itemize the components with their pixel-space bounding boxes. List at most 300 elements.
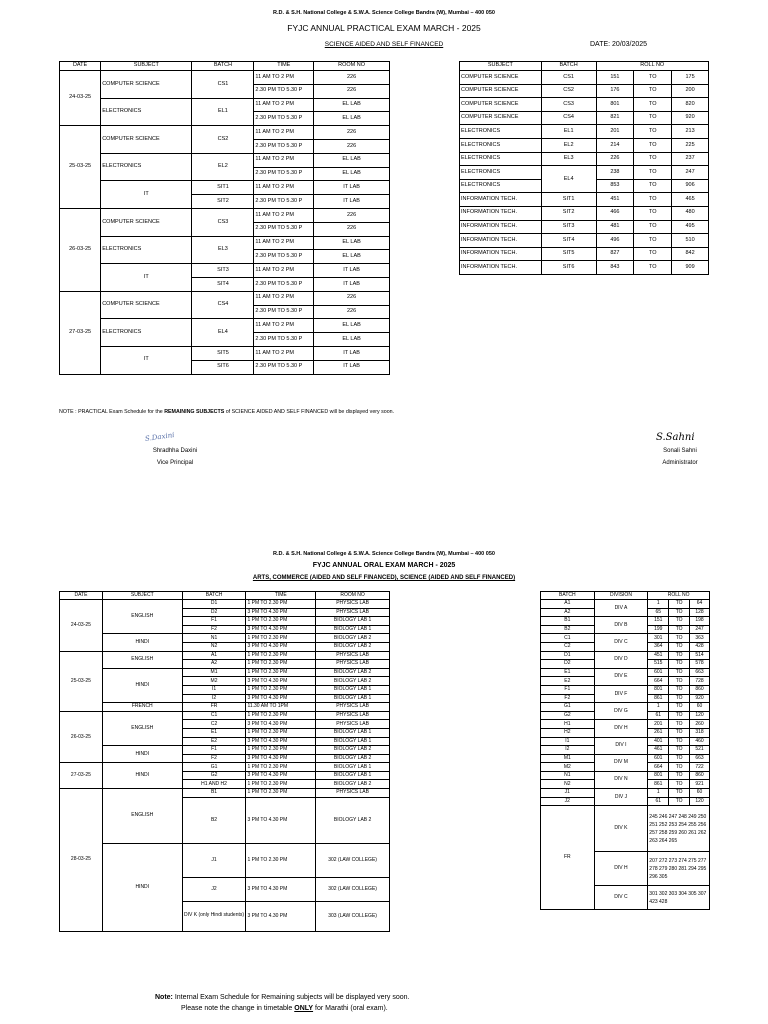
batch-cell: B1 [182,789,246,798]
roll-to-cell: 514 [690,651,710,660]
practical-schedule-table [59,61,390,375]
time-cell: 3 PM TO 4.30 PM [246,625,316,634]
table-row [460,193,709,207]
subject-cell: INFORMATION TECH. [460,234,542,248]
roll-to-cell: 495 [672,220,709,234]
roll-list-cell: 207 272 273 274 275 277 278 279 280 281 294 295 296 305 [648,852,710,886]
roll-to-cell: 213 [672,125,709,139]
oral-note-1 [155,994,409,1001]
col-header: DATE [60,592,103,600]
subject-cell: ELECTRONICS [460,125,542,139]
table-row [460,125,709,139]
roll-from-cell: 176 [596,84,634,98]
roll-to-label: TO [669,642,690,651]
time-cell: 3 PM TO 4.30 PM [246,694,316,703]
room-cell: 226 [314,71,390,85]
signatory-role-right: Administrator [662,460,698,466]
batch-cell: I1 [541,737,595,746]
room-cell: 303 (LAW COLLEGE) [316,901,390,931]
roll-to-cell: 225 [672,138,709,152]
table-header-row [60,592,390,600]
roll-to-cell: 60 [690,703,710,712]
roll-to-label: TO [669,771,690,780]
room-cell: 226 [314,126,390,140]
roll-to-cell: 318 [690,728,710,737]
roll-to-cell: 909 [672,261,709,275]
room-cell: EL LAB [314,319,390,333]
practical-note [59,409,394,415]
roll-to-label: TO [669,634,690,643]
subject-cell: IT [101,264,192,292]
batch-cell: B2 [182,797,246,843]
batch-cell: SIT1 [192,181,254,195]
table-row [460,152,709,166]
col-header: SUBJECT [460,62,542,71]
batch-cell: B2 [541,625,595,634]
room-cell: 226 [314,222,390,236]
roll-from-cell: 364 [648,642,669,651]
division-cell: DIV B [594,617,648,634]
subject-cell: HINDI [102,843,182,931]
roll-to-cell: 428 [690,642,710,651]
date-cell: 25-03-25 [60,651,103,711]
batch-cell: D1 [182,600,246,609]
division-cell: DIV M [594,754,648,771]
table-row [60,181,390,195]
date-cell: 26-03-25 [60,208,101,291]
batch-cell: M1 [182,668,246,677]
batch-cell: SIT5 [192,346,254,360]
roll-from-cell: 238 [596,166,634,180]
time-cell: 11 AM TO 2 PM [254,208,314,222]
col-header: BATCH [192,62,254,71]
room-cell: IT LAB [314,346,390,360]
roll-to-cell: 920 [672,111,709,125]
room-cell: PHYSICS LAB [316,608,390,617]
roll-to-label: TO [669,685,690,694]
room-cell: PHYSICS LAB [316,703,390,712]
room-cell: PHYSICS LAB [316,711,390,720]
time-cell: 2.30 PM TO 5.30 P [254,277,314,291]
subject-cell: COMPUTER SCIENCE [101,208,192,236]
batch-cell: SIT2 [541,206,596,220]
room-cell: EL LAB [314,153,390,167]
time-cell: 2.30 PM TO 5.30 P [254,195,314,209]
division-cell: DIV H [594,720,648,737]
roll-to-cell: 128 [690,608,710,617]
table-header-row [541,592,710,600]
batch-cell: CS1 [192,71,254,99]
table-row [460,71,709,85]
division-cell: DIV J [594,789,648,806]
time-cell: 3 PM TO 4.30 PM [246,754,316,763]
subject-cell: COMPUTER SCIENCE [460,71,542,85]
oral-schedule-table [59,591,390,932]
subject-cell: ELECTRONICS [101,236,192,264]
table-row [60,711,390,720]
col-header: DIVISION [594,592,648,600]
col-header: TIME [254,62,314,71]
roll-to-cell: 64 [690,600,710,609]
time-cell: 11 AM TO 2 PM [254,236,314,250]
division-cell: DIV K [594,806,648,852]
room-cell: IT LAB [314,360,390,374]
roll-to-label: TO [669,694,690,703]
time-cell: 2.30 PM TO 5.30 P [254,112,314,126]
table-row [60,634,390,643]
table-row [541,789,710,798]
batch-cell: E1 [182,728,246,737]
note-bold: REMAINING SUBJECTS [164,409,225,415]
subject-cell: ELECTRONICS [460,179,542,193]
batch-cell: N1 [541,771,595,780]
division-cell: DIV I [594,737,648,754]
time-cell: 2.30 PM TO 5.30 P [254,167,314,181]
roll-to-label: TO [634,220,672,234]
batch-cell: CS4 [541,111,596,125]
signature-daxini: S.Daxini [144,430,175,444]
roll-to-label: TO [634,247,672,261]
roll-to-label: TO [634,166,672,180]
note-text: Internal Exam Schedule for Remaining subjects will be displayed very soon. [172,994,410,1001]
roll-to-cell: 60 [690,789,710,798]
batch-cell: EL4 [541,166,596,193]
table-row [541,754,710,763]
time-cell: 3 PM TO 4.30 PM [246,771,316,780]
room-cell: IT LAB [314,277,390,291]
room-cell: EL LAB [314,236,390,250]
subject-cell: ELECTRONICS [460,138,542,152]
table-row [541,703,710,712]
division-cell: DIV H [594,852,648,886]
batch-cell: N2 [182,642,246,651]
room-cell: IT LAB [314,181,390,195]
subject-cell: HINDI [102,746,182,763]
table-row [460,84,709,98]
batch-cell: N1 [182,634,246,643]
col-header: ROLL NO [648,592,710,600]
roll-from-cell: 515 [648,660,669,669]
batch-cell: C1 [182,711,246,720]
roll-to-cell: 260 [690,720,710,729]
batch-cell: F1 [182,617,246,626]
division-cell: DIV A [594,600,648,617]
roll-to-label: TO [669,608,690,617]
signature-sahni: S.Sahni [656,432,695,443]
roll-to-cell: 175 [672,71,709,85]
roll-from-cell: 664 [648,763,669,772]
roll-to-cell: 237 [672,152,709,166]
time-cell: 1 PM TO 2.30 PM [246,746,316,755]
note-bold: ONLY [294,1005,314,1012]
roll-to-cell: 578 [690,660,710,669]
roll-to-cell: 120 [690,797,710,806]
time-cell: 11 AM TO 2 PM [254,319,314,333]
batch-cell: F2 [182,625,246,634]
batch-cell: EL3 [192,236,254,264]
batch-cell: M2 [182,677,246,686]
room-cell: EL LAB [314,98,390,112]
roll-from-cell: 451 [648,651,669,660]
subject-cell: ENGLISH [102,711,182,745]
batch-cell: G1 [182,763,246,772]
roll-from-cell: 664 [648,677,669,686]
batch-cell: CS2 [192,126,254,154]
subject-cell: ELECTRONICS [101,153,192,181]
date-cell: 24-03-25 [60,71,101,126]
batch-cell: EL3 [541,152,596,166]
roll-to-label: TO [669,728,690,737]
roll-to-label: TO [669,789,690,798]
roll-to-cell: 906 [672,179,709,193]
batch-cell: D2 [541,660,595,669]
batch-cell: H1 AND H2 [182,780,246,789]
room-cell: BIOLOGY LAB 1 [316,625,390,634]
roll-from-cell: 61 [648,797,669,806]
batch-cell: G2 [541,711,595,720]
col-header: BATCH [541,592,595,600]
roll-to-label: TO [669,617,690,626]
subject-cell: COMPUTER SCIENCE [101,126,192,154]
room-cell: PHYSICS LAB [316,651,390,660]
room-cell: PHYSICS LAB [316,600,390,609]
batch-cell: SIT1 [541,193,596,207]
batch-cell: G1 [541,703,595,712]
roll-to-label: TO [669,754,690,763]
batch-cell: SIT6 [541,261,596,275]
table-row [460,220,709,234]
batch-cell: E2 [182,737,246,746]
batch-cell: SIT3 [192,264,254,278]
roll-from-cell: 861 [648,694,669,703]
table-header-row [460,62,709,71]
table-row [60,789,390,798]
batch-cell: CS2 [541,84,596,98]
practical-date: DATE: 20/03/2025 [590,41,648,48]
time-cell: 3 PM TO 4.30 PM [246,797,316,843]
table-row [60,746,390,755]
date-cell: 28-03-25 [60,789,103,932]
time-cell: 2.30 PM TO 5.30 P [254,84,314,98]
subject-cell: COMPUTER SCIENCE [101,291,192,319]
subject-cell: COMPUTER SCIENCE [101,71,192,99]
oral-note-2 [181,1005,388,1012]
roll-to-cell: 480 [672,206,709,220]
oral-title: FYJC ANNUAL ORAL EXAM MARCH - 2025 [312,562,456,569]
roll-to-label: TO [634,152,672,166]
time-cell: 2.30 PM TO 5.30 P [254,333,314,347]
room-cell: BIOLOGY LAB 2 [316,668,390,677]
batch-cell: SIT2 [192,195,254,209]
batch-cell: SIT4 [192,277,254,291]
col-header: BATCH [182,592,246,600]
col-header: ROOM NO [314,62,390,71]
room-cell: IT LAB [314,195,390,209]
roll-to-cell: 247 [672,166,709,180]
roll-to-label: TO [669,677,690,686]
roll-to-label: TO [634,206,672,220]
roll-to-label: TO [634,138,672,152]
roll-to-label: TO [669,651,690,660]
roll-from-cell: 301 [648,634,669,643]
room-cell: PHYSICS LAB [316,720,390,729]
subject-cell: INFORMATION TECH. [460,261,542,275]
table-row [60,126,390,140]
roll-to-label: TO [634,98,672,112]
batch-cell: CS3 [541,98,596,112]
roll-from-cell: 496 [596,234,634,248]
room-cell: 226 [314,208,390,222]
roll-to-label: TO [634,111,672,125]
subject-cell: ENGLISH [102,789,182,844]
room-cell: BIOLOGY LAB 2 [316,797,390,843]
table-row [60,71,390,85]
table-row [60,668,390,677]
room-cell: 226 [314,291,390,305]
batch-cell: E1 [541,668,595,677]
roll-from-cell: 601 [648,668,669,677]
batch-cell: SIT5 [541,247,596,261]
roll-from-cell: 801 [648,685,669,694]
time-cell: 1 PM TO 2.30 PM [246,685,316,694]
table-row [60,651,390,660]
roll-to-label: TO [634,84,672,98]
batch-cell: C2 [182,720,246,729]
signatory-role-left: Vice Principal [156,460,194,466]
batch-cell: CS4 [192,291,254,319]
batch-cell: EL1 [541,125,596,139]
subject-cell: INFORMATION TECH. [460,220,542,234]
roll-from-cell: 151 [648,617,669,626]
practical-college-name: R.D. & S.H. National College & S.W.A. Science College Bandra (W), Mumbai – 400 050 [273,10,495,16]
roll-from-cell: 821 [596,111,634,125]
batch-cell: J1 [541,789,595,798]
room-cell: BIOLOGY LAB 1 [316,728,390,737]
date-cell: 24-03-25 [60,600,103,652]
roll-from-cell: 261 [648,728,669,737]
room-cell: PHYSICS LAB [316,789,390,798]
time-cell: 1 PM TO 2.30 PM [246,780,316,789]
roll-to-label: TO [669,720,690,729]
roll-to-label: TO [634,234,672,248]
roll-from-cell: 843 [596,261,634,275]
roll-to-label: TO [634,261,672,275]
roll-from-cell: 151 [596,71,634,85]
batch-cell: A1 [182,651,246,660]
batch-cell: C2 [541,642,595,651]
room-cell: PHYSICS LAB [316,660,390,669]
table-row [541,651,710,660]
roll-to-cell: 860 [690,771,710,780]
practical-title: FYJC ANNUAL PRACTICAL EXAM MARCH - 2025 [287,23,481,33]
subject-cell: IT [101,181,192,209]
table-row [541,737,710,746]
time-cell: 3 PM TO 4.30 PM [246,677,316,686]
room-cell: BIOLOGY LAB 1 [316,685,390,694]
table-row [60,319,390,333]
roll-to-cell: 663 [690,668,710,677]
table-row [541,634,710,643]
division-cell: DIV C [594,634,648,651]
roll-from-cell: 481 [596,220,634,234]
division-cell: DIV C [594,886,648,910]
roll-to-label: TO [669,668,690,677]
time-cell: 11 AM TO 2 PM [254,181,314,195]
col-header: ROLL NO [596,62,709,71]
time-cell: 1 PM TO 2.30 PM [246,600,316,609]
note-text: NOTE : PRACTICAL Exam Schedule for the [59,409,165,415]
practical-subtitle: SCIENCE AIDED AND SELF FINANCED [324,41,444,48]
roll-to-label: TO [634,179,672,193]
room-cell: EL LAB [314,250,390,264]
room-cell: BIOLOGY LAB 2 [316,754,390,763]
roll-to-label: TO [669,703,690,712]
time-cell: 1 PM TO 2.30 PM [246,651,316,660]
batch-cell: SIT3 [541,220,596,234]
time-cell: 11 AM TO 2 PM [254,291,314,305]
batch-cell: H2 [541,728,595,737]
time-cell: 11 AM TO 2 PM [254,98,314,112]
batch-cell: I2 [541,746,595,755]
batch-cell: D2 [182,608,246,617]
roll-to-cell: 120 [690,711,710,720]
roll-to-cell: 842 [672,247,709,261]
batch-cell: SIT6 [192,360,254,374]
time-cell: 1 PM TO 2.30 PM [246,728,316,737]
roll-to-label: TO [669,763,690,772]
batch-cell: EL2 [541,138,596,152]
time-cell: 2.30 PM TO 5.30 P [254,360,314,374]
time-cell: 11.30 AM TO 1PM [246,703,316,712]
subject-cell: ELECTRONICS [460,166,542,180]
time-cell: 1 PM TO 2.30 PM [246,617,316,626]
roll-from-cell: 61 [648,711,669,720]
subject-cell: INFORMATION TECH. [460,206,542,220]
time-cell: 3 PM TO 4.30 PM [246,737,316,746]
batch-cell: EL4 [192,319,254,347]
oral-roll-table [540,591,710,910]
room-cell: BIOLOGY LAB 2 [316,634,390,643]
roll-to-cell: 921 [690,780,710,789]
roll-from-cell: 401 [648,737,669,746]
table-row [60,291,390,305]
subject-cell: COMPUTER SCIENCE [460,111,542,125]
room-cell: EL LAB [314,333,390,347]
roll-to-label: TO [669,797,690,806]
time-cell: 2.30 PM TO 5.30 P [254,139,314,153]
roll-list-cell: 245 246 247 248 249 250 251 252 253 254 255 256 257 258 259 260 261 262 263 264 265 [648,806,710,852]
room-cell: IT LAB [314,264,390,278]
roll-from-cell: 861 [648,780,669,789]
roll-to-cell: 820 [672,98,709,112]
roll-from-cell: 1 [648,789,669,798]
room-cell: BIOLOGY LAB 2 [316,780,390,789]
roll-to-label: TO [634,71,672,85]
roll-from-cell: 801 [596,98,634,112]
room-cell: BIOLOGY LAB 1 [316,617,390,626]
division-cell: DIV N [594,771,648,788]
batch-cell: FR [541,806,595,910]
table-row [541,685,710,694]
batch-cell: I2 [182,694,246,703]
time-cell: 3 PM TO 4.30 PM [246,642,316,651]
oral-subtitle: ARTS, COMMERCE (AIDED AND SELF FINANCED), SCIENCE (AIDED AND SELF FINANCED) [252,575,516,581]
batch-cell: J1 [182,843,246,877]
table-row [541,600,710,609]
subject-cell: ELECTRONICS [101,98,192,126]
time-cell: 2.30 PM TO 5.30 P [254,250,314,264]
roll-from-cell: 451 [596,193,634,207]
